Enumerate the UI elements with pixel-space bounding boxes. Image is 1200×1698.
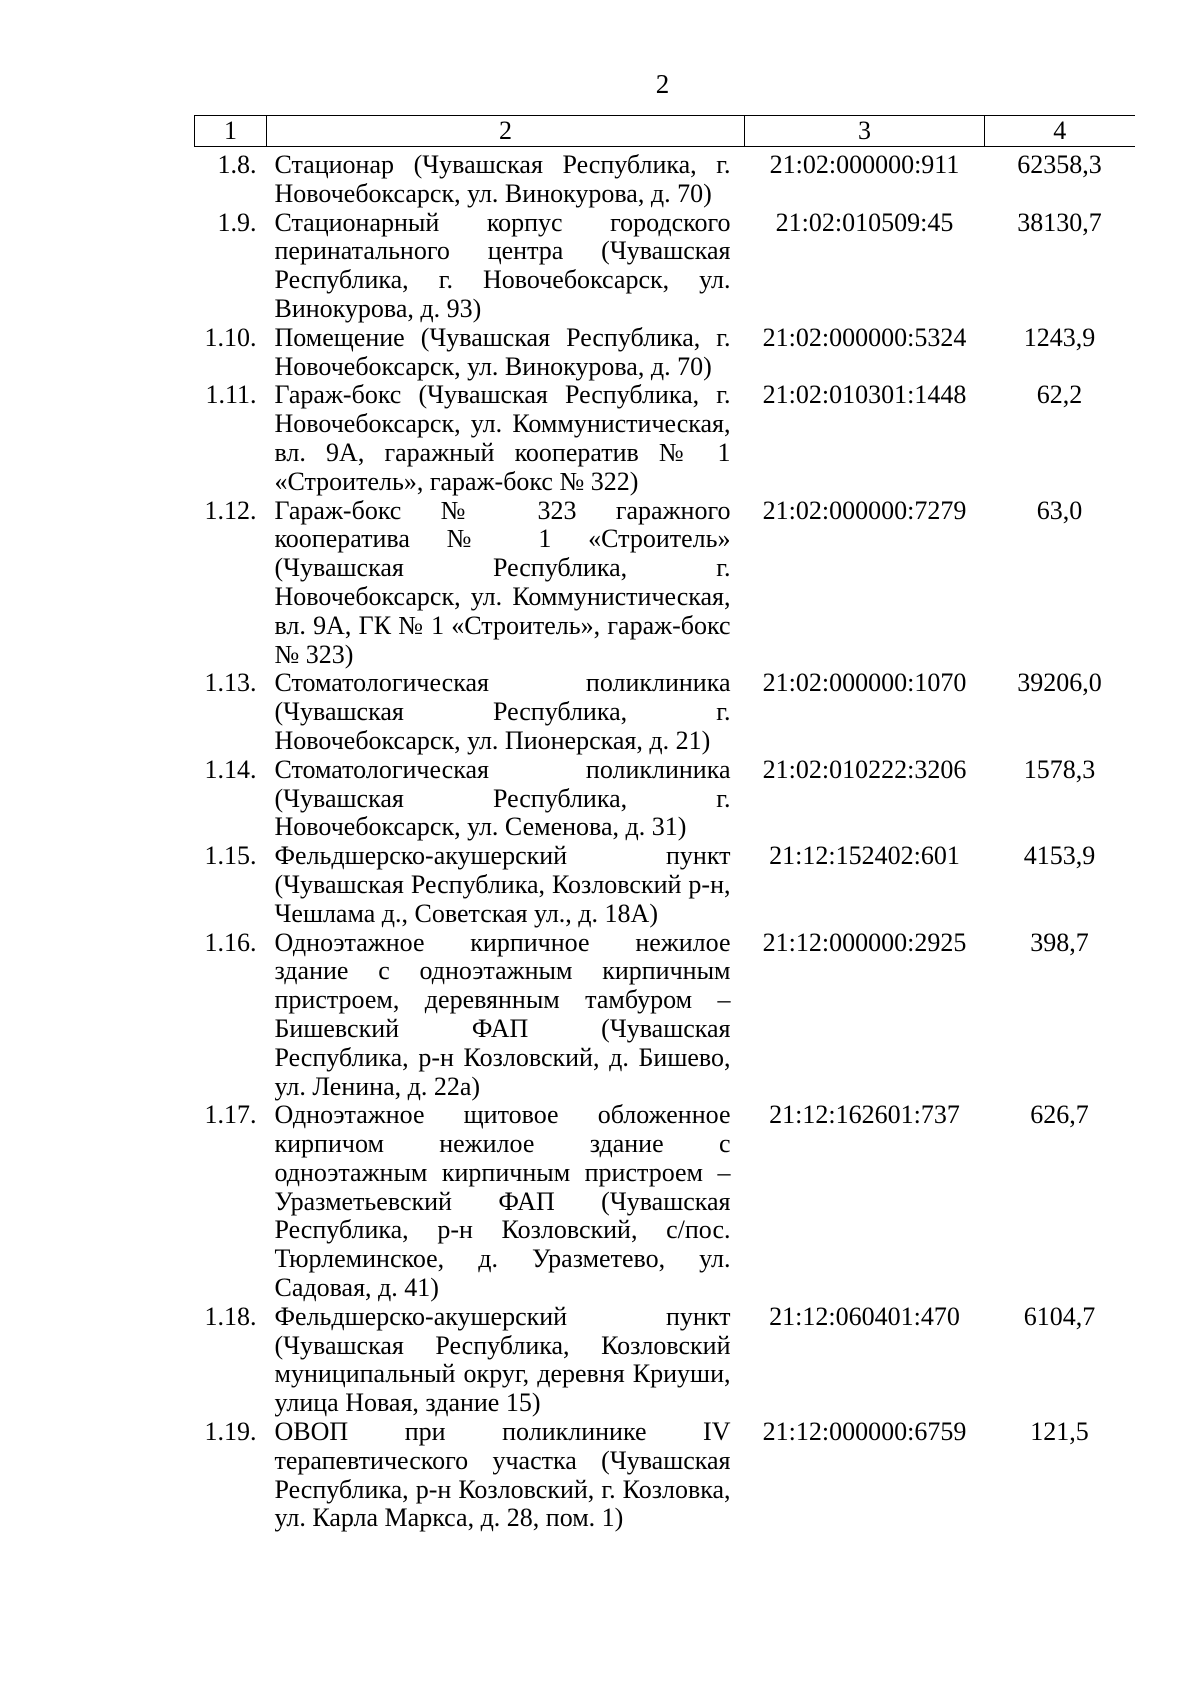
table-row xyxy=(195,842,1135,928)
table-row xyxy=(195,497,1135,670)
cadastral-number: 21:02:010509:45 xyxy=(775,207,954,237)
area-value: 38130,7 xyxy=(1017,207,1102,237)
area-value: 62358,3 xyxy=(1017,150,1102,179)
cadastral-number: 21:12:152402:601 xyxy=(769,841,960,871)
table-row xyxy=(195,209,1135,324)
table-row xyxy=(195,756,1135,842)
row-number: 1.12. xyxy=(204,495,257,525)
table-body xyxy=(195,147,1135,1534)
object-description: Одноэтажное щитовое обложенное кирпичом нежилое здание с одноэтажным кирпичным пристроем – Уразметьевский ФАП (Чувашская Республика, р-н Козловский, с/пос. Тюрлеминское, д. Уразметево, ул. Садовая, д. 41) xyxy=(274,1100,731,1303)
cadastral-number: 21:12:000000:2925 xyxy=(762,927,967,957)
table-header xyxy=(195,116,1135,147)
object-description: Стационарный корпус городского перинатального центра (Чувашская Республика, г. Новочебоксарск, ул. Винокурова, д. 93) xyxy=(274,207,731,323)
cadastral-number: 21:02:000000:1070 xyxy=(762,668,967,698)
area-value: 398,7 xyxy=(1030,927,1089,957)
cadastral-number: 21:02:010301:1448 xyxy=(762,380,967,410)
header-col-4: 4 xyxy=(985,116,1135,147)
row-number: 1.13. xyxy=(204,668,257,698)
table-row xyxy=(195,1101,1135,1303)
cadastral-number: 21:02:000000:911 xyxy=(769,150,960,179)
cadastral-number: 21:12:060401:470 xyxy=(769,1301,960,1331)
table-row xyxy=(195,381,1135,496)
object-description: Помещение (Чувашская Республика, г. Новочебоксарск, ул. Винокурова, д. 70) xyxy=(274,322,731,381)
header-col-1: 1 xyxy=(195,116,267,147)
row-number: 1.16. xyxy=(204,927,257,957)
object-description: Одноэтажное кирпичное нежилое здание с одноэтажным кирпичным пристроем, деревянным тамбуром – Бишевский ФАП (Чувашская Республика, р-н Козловский, д. Бишево, ул. Ленина, д. 22а) xyxy=(274,927,731,1101)
cadastral-number: 21:02:000000:7279 xyxy=(762,495,967,525)
table-row xyxy=(195,669,1135,755)
header-col-2: 2 xyxy=(267,116,745,147)
property-register-table xyxy=(194,115,1135,1533)
page-number: 2 xyxy=(655,69,670,99)
area-value: 121,5 xyxy=(1030,1417,1089,1447)
object-description: Фельдшерско-акушерский пункт (Чувашская Республика, Козловский муниципальный округ, деревня Криуши, улица Новая, здание 15) xyxy=(274,1301,731,1418)
area-value: 62,2 xyxy=(1036,380,1083,410)
cadastral-number: 21:12:162601:737 xyxy=(769,1100,960,1130)
cadastral-number: 21:02:000000:5324 xyxy=(762,322,967,352)
row-number: 1.10. xyxy=(204,322,257,352)
header-row xyxy=(195,116,1135,147)
header-col-3: 3 xyxy=(745,116,985,147)
area-value: 39206,0 xyxy=(1017,668,1102,698)
row-number: 1.14. xyxy=(204,754,257,784)
object-description: Стоматологическая поликлиника (Чувашская Республика, г. Новочебоксарск, ул. Семенова, д. 31) xyxy=(274,754,731,842)
cadastral-number: 21:12:000000:6759 xyxy=(762,1417,967,1447)
table-row xyxy=(195,147,1135,209)
cadastral-number: 21:02:010222:3206 xyxy=(762,754,967,784)
area-value: 6104,7 xyxy=(1023,1301,1096,1331)
object-description: Гараж-бокс (Чувашская Республика, г. Новочебоксарск, ул. Коммунистическая, вл. 9А, гаражный кооператив № 1 «Строитель», гараж-бокс № 322) xyxy=(274,380,731,496)
row-number: 1.19. xyxy=(204,1417,257,1447)
area-value: 1243,9 xyxy=(1023,322,1096,352)
table-row xyxy=(195,1418,1135,1533)
object-description: Гараж-бокс № 323 гаражного кооператива № 1 «Строитель» (Чувашская Республика, г. Новочебоксарск, ул. Коммунистическая, вл. 9А, ГК № 1 «Строитель», гараж-бокс № 323) xyxy=(274,495,731,669)
table-row xyxy=(195,929,1135,1102)
row-number: 1.17. xyxy=(204,1100,257,1130)
table-row xyxy=(195,1303,1135,1418)
row-number: 1.18. xyxy=(204,1301,257,1331)
area-value: 626,7 xyxy=(1030,1100,1089,1130)
area-value: 4153,9 xyxy=(1023,841,1096,871)
row-number: 1.9. xyxy=(217,207,257,237)
object-description: ОВОП при поликлинике IV терапевтического участка (Чувашская Республика, р-н Козловский, г. Козловка, ул. Карла Маркса, д. 28, пом. 1) xyxy=(274,1417,731,1533)
row-number: 1.8. xyxy=(217,150,257,179)
row-number: 1.15. xyxy=(204,841,257,871)
area-value: 1578,3 xyxy=(1023,754,1096,784)
area-value: 63,0 xyxy=(1036,495,1083,525)
object-description: Стационар (Чувашская Республика, г. Новочебоксарск, ул. Винокурова, д. 70) xyxy=(274,150,731,208)
row-number: 1.11. xyxy=(205,380,257,410)
object-description: Стоматологическая поликлиника (Чувашская Республика, г. Новочебоксарск, ул. Пионерская, д. 21) xyxy=(274,668,731,755)
object-description: Фельдшерско-акушерский пункт (Чувашская Республика, Козловский р-н, Чешлама д., Советская ул., д. 18А) xyxy=(274,841,731,928)
table-row xyxy=(195,324,1135,382)
